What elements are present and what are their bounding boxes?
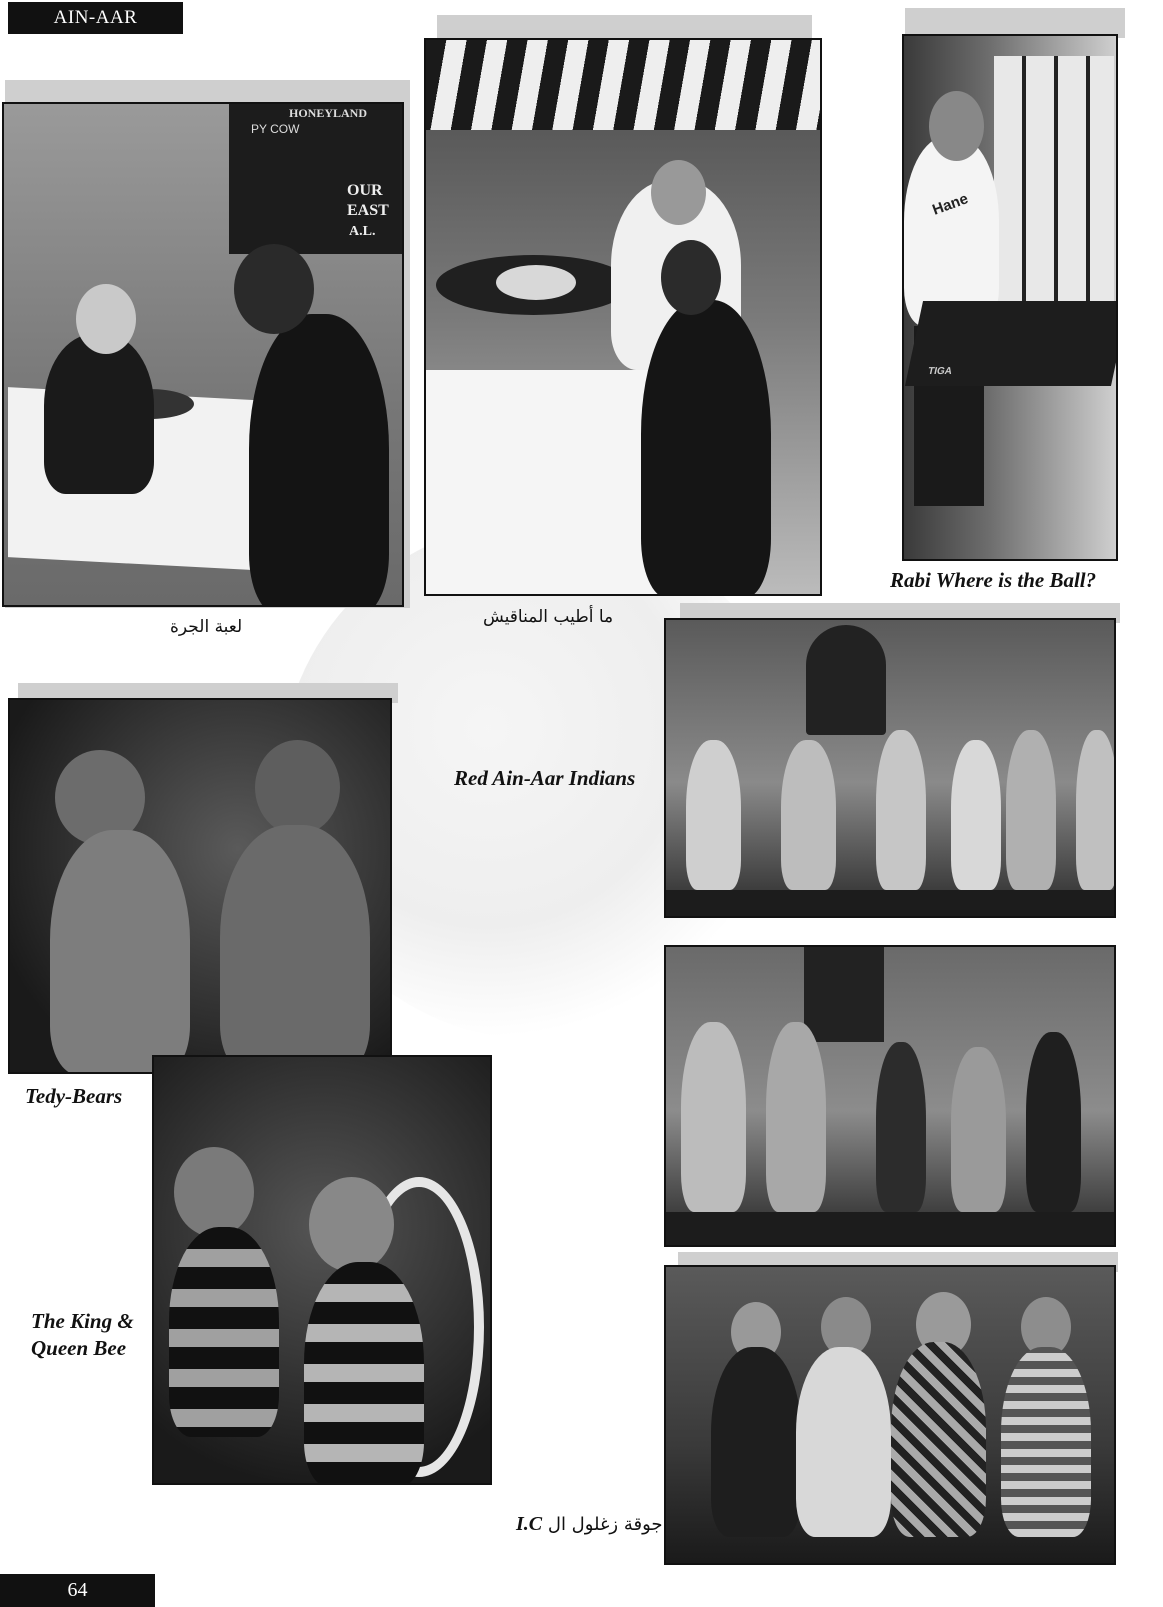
stage-floor [666, 1212, 1116, 1247]
teddy-costume [220, 825, 370, 1074]
child [781, 740, 836, 890]
teddy-costume [50, 830, 190, 1074]
photo-teddy-bears [8, 698, 392, 1074]
person [309, 1177, 394, 1272]
counter [426, 370, 676, 596]
child [766, 1022, 826, 1212]
photo-choir [664, 1265, 1116, 1565]
child [951, 740, 1001, 890]
shirt-logo: Hane [930, 190, 971, 219]
child [1006, 730, 1056, 890]
caption-manakish: ما أطيب المناقيش [483, 607, 614, 627]
child [686, 740, 741, 890]
photo-indians [664, 618, 1116, 918]
photo-bees [152, 1055, 492, 1485]
photo-manakish [424, 38, 822, 596]
section-header: AIN-AAR [8, 2, 183, 34]
photo-dancers [664, 945, 1116, 1247]
umbrella [426, 40, 822, 130]
child [876, 730, 926, 890]
manakish-bread [496, 265, 576, 300]
caption-bees-line1: The King & [31, 1309, 134, 1333]
bee-costume [304, 1262, 424, 1485]
sponsor-sign: HONEYLAND PY COW OUR EAST A.L. [229, 104, 404, 254]
child [1076, 730, 1116, 890]
child [1026, 1032, 1081, 1212]
stage-decoration [804, 947, 884, 1042]
person [234, 244, 314, 334]
child [876, 1042, 926, 1212]
person [249, 314, 389, 607]
person [929, 91, 984, 161]
caption-choir: جوقة زغلول ال I.C [516, 1513, 663, 1535]
person [174, 1147, 254, 1237]
child [891, 1342, 986, 1537]
child [711, 1347, 801, 1537]
person [904, 136, 999, 326]
person [44, 334, 154, 494]
person [641, 300, 771, 596]
person [661, 240, 721, 315]
photo-ping-pong [902, 34, 1118, 561]
photo-jar-game [2, 102, 404, 607]
person [651, 160, 706, 225]
caption-ping-pong: Rabi Where is the Ball? [890, 568, 1097, 592]
child [796, 1347, 891, 1537]
child [681, 1022, 746, 1212]
stage-decoration [806, 625, 886, 735]
stage-floor [666, 890, 1116, 918]
caption-bees-line2: Queen Bee [31, 1336, 127, 1360]
teddy-hood [255, 740, 340, 835]
window [994, 56, 1114, 306]
caption-jar-game: لعبة الجرة [170, 617, 243, 637]
child [1001, 1347, 1091, 1537]
caption-teddy-bears: Tedy-Bears [25, 1084, 123, 1108]
person [76, 284, 136, 354]
bee-costume [169, 1227, 279, 1437]
page-number: 64 [0, 1574, 155, 1607]
caption-indians: Red Ain-Aar Indians [454, 766, 636, 790]
child [951, 1047, 1006, 1212]
ping-pong-table: TIGA [905, 301, 1118, 386]
